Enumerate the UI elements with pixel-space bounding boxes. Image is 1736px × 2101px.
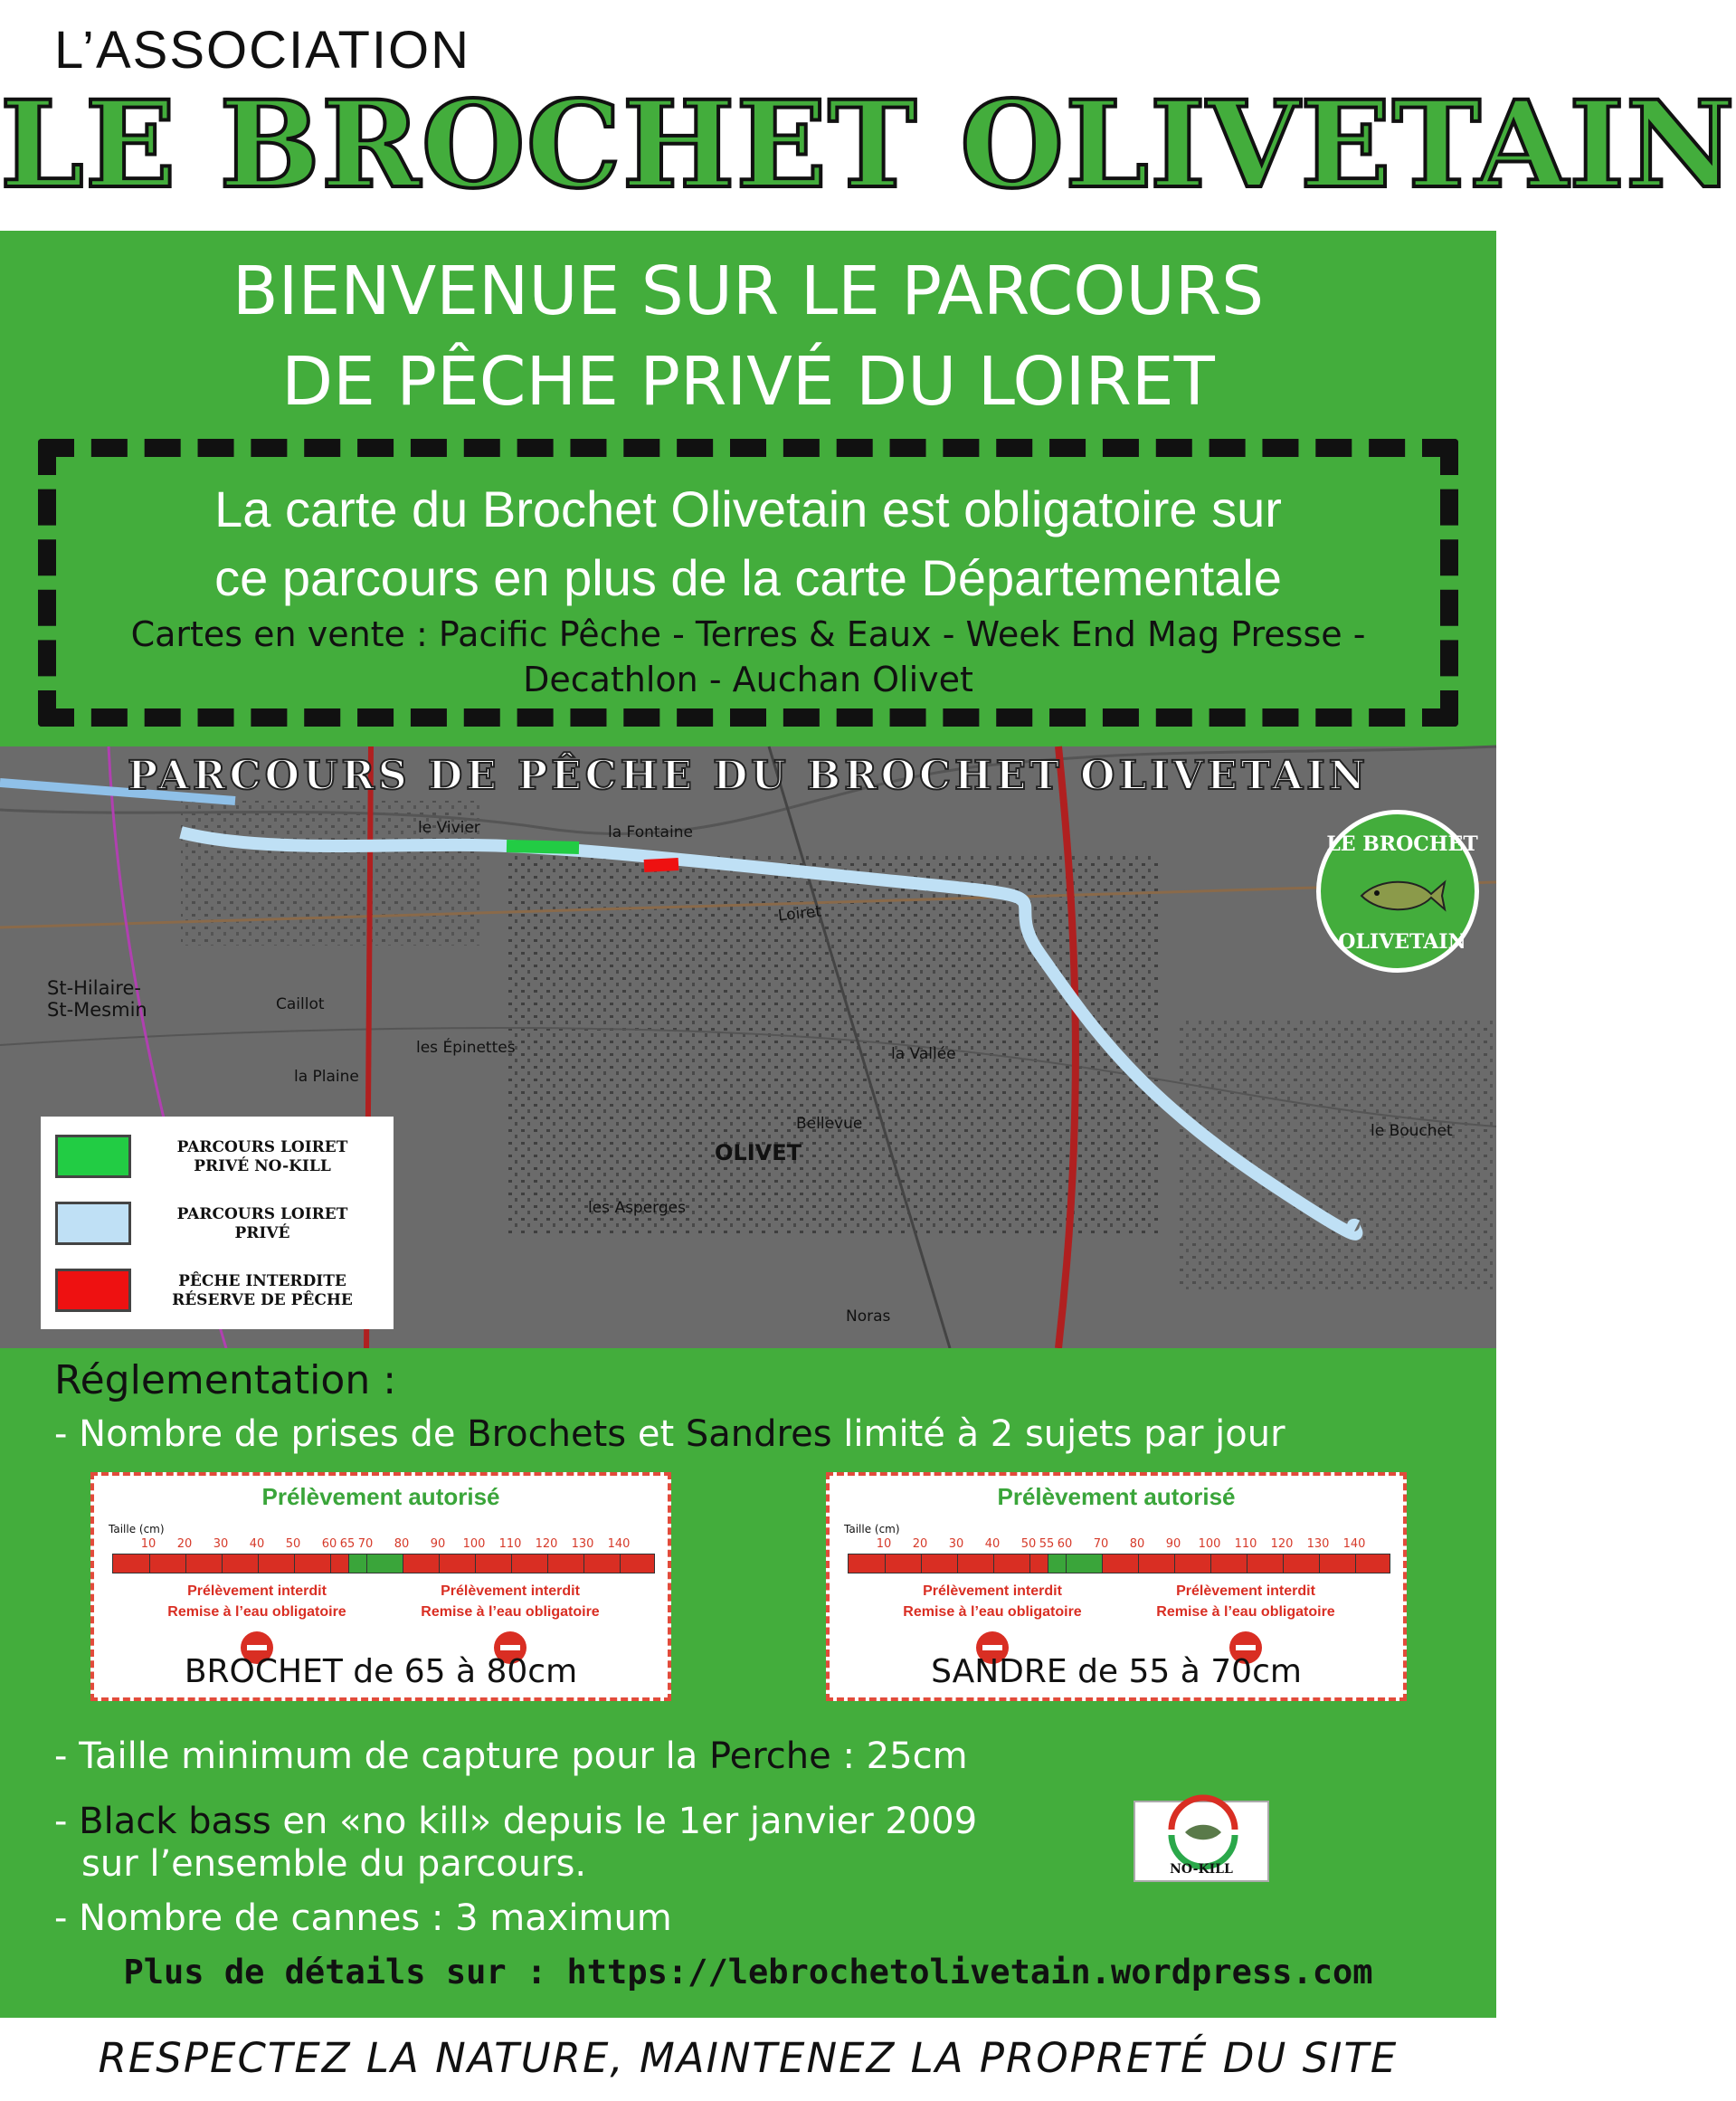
rule-black-bass	[54, 1801, 977, 1842]
size-tick: 50	[1020, 1537, 1037, 1551]
size-tick: 110	[1234, 1537, 1257, 1551]
size-tick: 50	[285, 1537, 301, 1551]
black-bass-fish: Black bass	[79, 1801, 271, 1842]
legend-private-line-2: PRIVÉ	[234, 1224, 290, 1242]
size-tick: 120	[535, 1537, 558, 1551]
map-label-le-vivier: le Vivier	[418, 819, 480, 837]
card-notice	[0, 475, 1496, 613]
size-tick: 10	[876, 1537, 892, 1551]
release-text: Remise à l’eau obligatoire	[1156, 1604, 1335, 1620]
map-title: PARCOURS DE PÊCHE DU BROCHET OLIVETAIN	[128, 753, 1369, 799]
size-tick: 20	[912, 1537, 928, 1551]
card-sellers-line-1: Cartes en vente : Pacific Pêche - Terres & Eaux - Week End Mag Presse -	[130, 614, 1366, 654]
forbidden-label-right	[1137, 1581, 1354, 1622]
map-label-olivet: OLIVET	[715, 1140, 802, 1165]
legend-reserve-line-2: RÉSERVE DE PÊCHE	[172, 1291, 353, 1309]
legend-swatch-nokill	[55, 1135, 131, 1178]
town-area	[507, 855, 1158, 1235]
logo-text-top: LE BROCHET	[1326, 832, 1478, 856]
size-tick: 90	[430, 1537, 446, 1551]
allowed-range	[348, 1554, 403, 1573]
legend-nokill-line-1: PARCOURS LOIRET	[176, 1138, 348, 1156]
bar-segment-divider	[993, 1554, 994, 1573]
nokill-badge	[1134, 1801, 1269, 1882]
catch-limit-pike: Brochets	[467, 1413, 627, 1455]
size-tick: 140	[607, 1537, 631, 1551]
bar-segment-divider	[1210, 1554, 1211, 1573]
association-label: L’ASSOCIATION	[54, 21, 471, 80]
map-label-loiret: Loiret	[777, 902, 822, 926]
size-tick: 120	[1270, 1537, 1294, 1551]
size-tick: 130	[571, 1537, 594, 1551]
bar-segment-divider	[475, 1554, 476, 1573]
bar-segment-divider	[366, 1554, 367, 1573]
bar-segment-divider	[294, 1554, 295, 1573]
bar-segment-divider	[885, 1554, 886, 1573]
legend-label-reserve	[145, 1272, 380, 1310]
pike-size-card	[90, 1472, 671, 1701]
map-label-les-epinettes: les Épinettes	[416, 1039, 516, 1057]
bar-segment-divider	[149, 1554, 150, 1573]
bar-segment-divider	[1355, 1554, 1356, 1573]
size-tick: 130	[1306, 1537, 1330, 1551]
map-label-noras: Noras	[846, 1307, 891, 1326]
bar-segment-divider	[921, 1554, 922, 1573]
size-range-caption: BROCHET de 65 à 80cm	[184, 1653, 578, 1690]
size-tick: 65	[339, 1537, 356, 1551]
map-legend	[41, 1117, 394, 1329]
map-label-caillot: Caillot	[276, 995, 325, 1013]
black-bass-suffix: en «no kill» depuis le 1er janvier 2009	[270, 1801, 978, 1842]
rule-perch	[54, 1735, 968, 1777]
bar-segment-divider	[1029, 1554, 1030, 1573]
card-heading: Prélèvement autorisé	[261, 1483, 500, 1510]
catch-limit-zander: Sandres	[685, 1413, 832, 1455]
map-label-la-fontaine: la Fontaine	[608, 823, 693, 841]
legend-label-nokill	[145, 1138, 380, 1176]
legend-swatch-reserve	[55, 1269, 131, 1312]
club-logo	[1316, 810, 1479, 973]
bar-segment-divider	[957, 1554, 958, 1573]
forbidden-label-right	[402, 1581, 619, 1622]
legend-swatch-private	[55, 1202, 131, 1245]
size-tick: 60	[1057, 1537, 1073, 1551]
welcome-line-2: DE PÊCHE PRIVÉ DU LOIRET	[281, 343, 1215, 421]
legend-private-line-1: PARCOURS LOIRET	[176, 1205, 348, 1223]
card-heading: Prélèvement autorisé	[997, 1483, 1236, 1510]
bar-segment-divider	[348, 1554, 349, 1573]
size-tick: 20	[176, 1537, 193, 1551]
welcome-heading	[0, 246, 1496, 427]
rule-rods: - Nombre de cannes : 3 maximum	[54, 1897, 672, 1939]
bar-segment-divider	[511, 1554, 512, 1573]
rule-catch-limit	[54, 1413, 1285, 1455]
perch-fish: Perche	[708, 1735, 831, 1777]
size-tick: 90	[1165, 1537, 1181, 1551]
bar-segment-divider	[1283, 1554, 1284, 1573]
map-label-saint-mesmin: St-Mesmin	[47, 999, 147, 1021]
forbidden-label-left	[884, 1581, 1101, 1622]
size-tick: 100	[1198, 1537, 1221, 1551]
pike-fish-icon	[1357, 869, 1447, 923]
size-tick: 80	[1129, 1537, 1145, 1551]
page-title: LE BROCHET OLIVETAIN	[0, 75, 1736, 215]
card-notice-line-1: La carte du Brochet Olivetain est obligatoire sur	[214, 480, 1282, 537]
bar-segment-divider	[439, 1554, 440, 1573]
rule-black-bass-line-2: sur l’ensemble du parcours.	[81, 1843, 587, 1885]
catch-limit-middle: et	[626, 1413, 686, 1455]
size-tick: 70	[1093, 1537, 1109, 1551]
perch-suffix: : 25cm	[830, 1735, 968, 1777]
forbidden-text: Prélèvement interdit	[187, 1583, 327, 1599]
size-axis-label: Taille (cm)	[109, 1523, 165, 1535]
size-tick: 55	[1039, 1537, 1055, 1551]
card-sellers-line-2: Decathlon - Auchan Olivet	[523, 660, 973, 699]
bar-segment-divider	[547, 1554, 548, 1573]
bar-segment-divider	[258, 1554, 259, 1573]
forbidden-text: Prélèvement interdit	[1176, 1583, 1315, 1599]
bar-segment-divider	[1174, 1554, 1175, 1573]
map-label-les-asperges: les Asperges	[588, 1199, 686, 1217]
forbidden-text: Prélèvement interdit	[923, 1583, 1062, 1599]
size-tick: 70	[357, 1537, 374, 1551]
catch-limit-suffix: limité à 2 sujets par jour	[831, 1413, 1285, 1455]
legend-label-private	[145, 1205, 380, 1243]
bar-segment-divider	[1138, 1554, 1139, 1573]
size-axis-label: Taille (cm)	[844, 1523, 900, 1535]
size-tick: 140	[1342, 1537, 1366, 1551]
black-bass-prefix: -	[54, 1801, 80, 1842]
welcome-line-1: BIENVENUE SUR LE PARCOURS	[232, 252, 1265, 330]
legend-reserve-line-1: PÊCHE INTERDITE	[178, 1272, 346, 1290]
release-text: Remise à l’eau obligatoire	[421, 1604, 600, 1620]
regulations-title: Réglementation :	[54, 1357, 397, 1403]
zander-size-card	[826, 1472, 1407, 1701]
size-bar	[112, 1554, 655, 1573]
forbidden-text: Prélèvement interdit	[441, 1583, 580, 1599]
map-label-saint-hilaire: St-Hilaire-	[47, 977, 141, 999]
size-tick: 10	[140, 1537, 157, 1551]
allowed-range	[1048, 1554, 1102, 1573]
size-tick: 30	[948, 1537, 964, 1551]
bar-segment-divider	[222, 1554, 223, 1573]
nokill-section	[507, 846, 579, 848]
size-bar	[848, 1554, 1390, 1573]
map-label-bellevue: Bellevue	[796, 1115, 863, 1133]
size-tick: 60	[321, 1537, 337, 1551]
size-tick: 40	[984, 1537, 1001, 1551]
forbidden-label-left	[148, 1581, 365, 1622]
size-ticks	[830, 1537, 1403, 1555]
card-sellers	[0, 612, 1496, 702]
release-text: Remise à l’eau obligatoire	[903, 1604, 1082, 1620]
size-ticks	[94, 1537, 668, 1555]
bar-segment-divider	[1066, 1554, 1067, 1573]
nokill-icon	[1135, 1802, 1271, 1862]
size-tick: 40	[249, 1537, 265, 1551]
bar-segment-divider	[1102, 1554, 1103, 1573]
catch-limit-prefix: - Nombre de prises de	[54, 1413, 468, 1455]
size-range-caption: SANDRE de 55 à 70cm	[931, 1653, 1302, 1690]
bar-segment-divider	[330, 1554, 331, 1573]
bar-segment-divider	[583, 1554, 584, 1573]
details-link[interactable]: Plus de détails sur : https://lebrochetolivetain.wordpress.com	[123, 1953, 1373, 1992]
perch-prefix: - Taille minimum de capture pour la	[54, 1735, 709, 1777]
card-notice-line-2: ce parcours en plus de la carte Départementale	[214, 549, 1282, 606]
logo-text-bottom: OLIVETAIN	[1338, 930, 1466, 954]
size-tick: 80	[394, 1537, 410, 1551]
map-label-le-bouchet: le Bouchet	[1371, 1122, 1453, 1140]
footer-message: RESPECTEZ LA NATURE, MAINTENEZ LA PROPRETÉ DU SITE	[98, 2034, 1399, 2082]
map-label-la-plaine: la Plaine	[294, 1068, 359, 1086]
bar-segment-divider	[1319, 1554, 1320, 1573]
size-tick: 100	[462, 1537, 486, 1551]
legend-nokill-line-2: PRIVÉ NO-KILL	[194, 1157, 331, 1175]
release-text: Remise à l’eau obligatoire	[167, 1604, 346, 1620]
size-tick: 30	[213, 1537, 229, 1551]
reserve-section	[644, 864, 678, 866]
nokill-label: NO-KILL	[1170, 1862, 1233, 1877]
map-label-la-vallee: la Vallée	[891, 1045, 956, 1063]
bar-segment-divider	[185, 1554, 186, 1573]
bar-segment-divider	[620, 1554, 621, 1573]
size-tick: 110	[498, 1537, 522, 1551]
